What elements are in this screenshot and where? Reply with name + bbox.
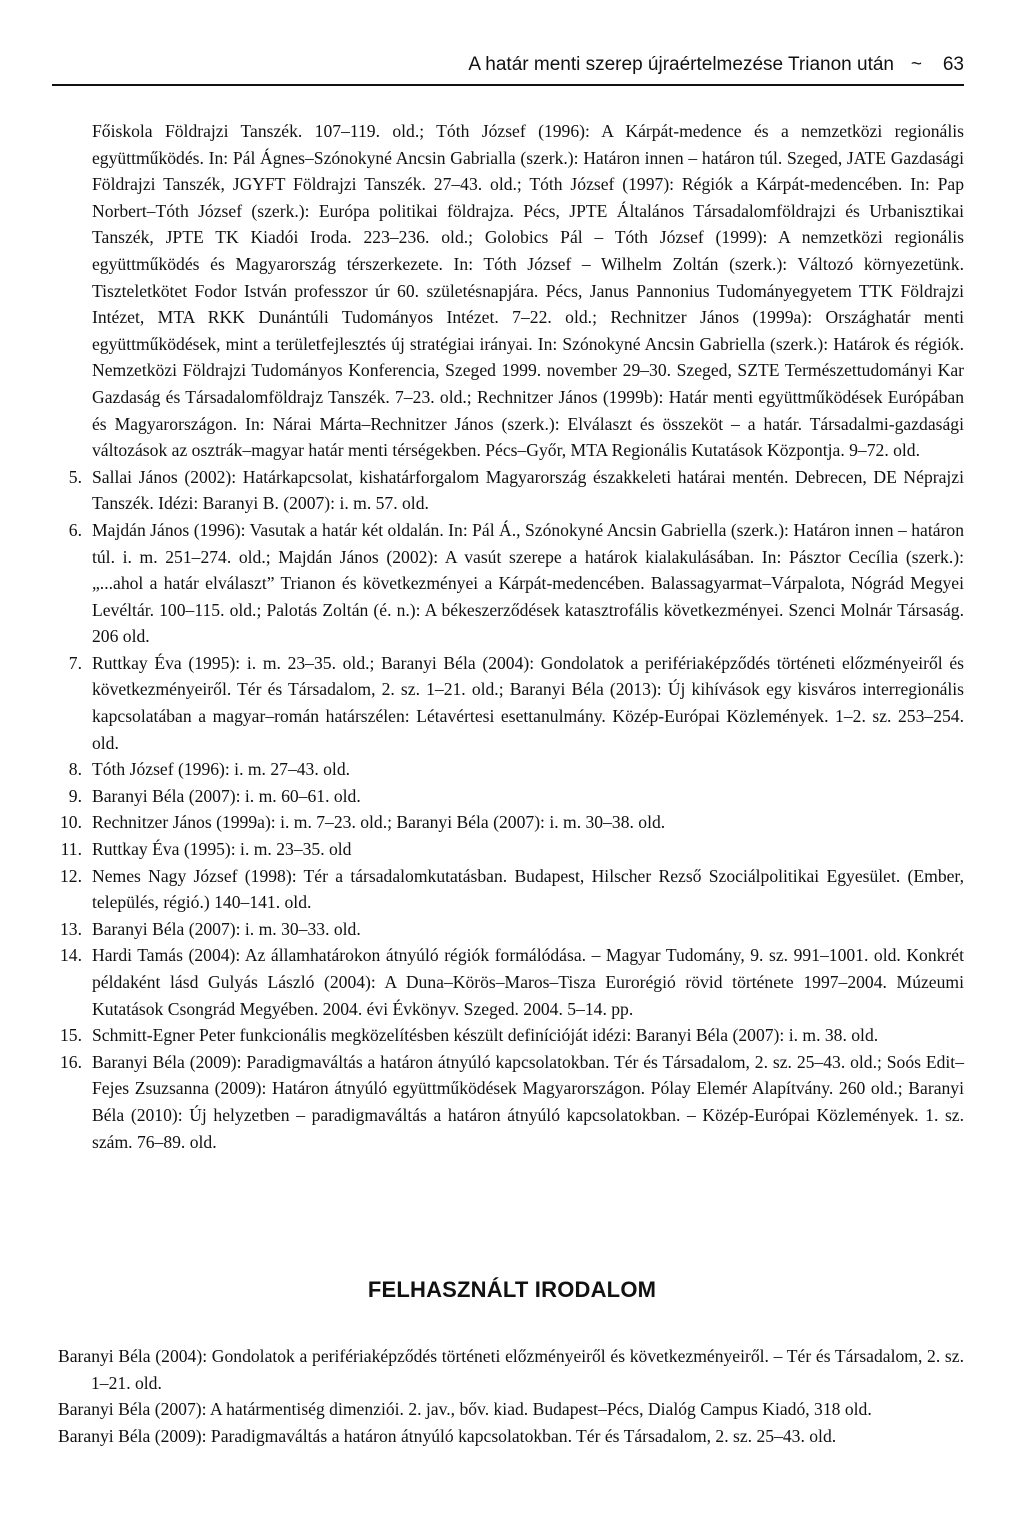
endnote-number: 11. [60, 839, 82, 860]
endnote-number: 7. [68, 652, 82, 673]
endnote-8 [52, 756, 964, 783]
header-separator: ~ [910, 54, 922, 75]
endnote-10 [52, 809, 964, 836]
endnote-text: Sallai János (2002): Határkapcsolat, kishatárforgalom Magyarország északkeleti határai mentén. Debrecen, DE Néprajzi Tanszék. Idézi: Baranyi B. (2007): i. m. 57. old. [92, 466, 964, 514]
endnote-number: 13. [60, 918, 82, 939]
endnote-text: Schmitt-Egner Peter funkcionális megközelítésben készült definícióját idézi: Baranyi Béla (2007): i. m. 38. old. [92, 1025, 879, 1046]
bibliography-heading: FELHASZNÁLT IRODALOM [367, 1277, 657, 1302]
endnote-text: Baranyi Béla (2009): Paradigmaváltás a határon átnyúló kapcsolatokban. Tér és Társadalom, 2. sz. 25–43. old.; Soós Edit–Fejes Zsuzsanna (2009): Határon átnyúló együttműködések Magyarországon. Pólay Elemér Alapítvány. 260 old.; Baranyi Béla (2010): Új helyzetben – paradigmaváltás a határon átnyúló kapcsolatokban. – Közép-Európai Közlemények. 1. sz. szám. 76–89. old. [92, 1051, 964, 1152]
endnote-number: 9. [68, 785, 82, 806]
endnote-12 [52, 863, 964, 916]
endnote-number: 12. [60, 865, 82, 886]
endnotes [52, 118, 964, 1155]
endnote-text: Nemes Nagy József (1998): Tér a társadalomkutatásban. Budapest, Hilscher Rezső Szociálpolitikai Egyesület. (Ember, település, régió.) 140–141. old. [92, 865, 964, 913]
page-number: 63 [942, 54, 964, 75]
endnote-6 [52, 517, 964, 650]
endnote-number: 8. [68, 759, 82, 780]
endnote-text: Ruttkay Éva (1995): i. m. 23–35. old.; Baranyi Béla (2004): Gondolatok a perifériaképződés történeti előzményeiről és következményeiről. Tér és Társadalom, 2. sz. 1–21. old.; Baranyi Béla (2013): Új kihívások egy kisváros interregionális kapcsolatában a magyar–román határszélen: Létavértesi esettanulmány. Közép-Európai Közlemények. 1–2. sz. 253–254. old. [92, 652, 964, 753]
bibliography-entry: Baranyi Béla (2007): A határmentiség dimenziói. 2. jav., bőv. kiad. Budapest–Pécs, Dialóg Campus Kiadó, 318 old. [58, 1399, 872, 1420]
endnote-number: 10. [60, 812, 82, 833]
bibliography-list [58, 1343, 964, 1449]
endnote-14 [52, 942, 964, 1022]
endnote-text: Rechnitzer János (1999a): i. m. 7–23. old.; Baranyi Béla (2007): i. m. 30–38. old. [92, 812, 666, 833]
endnote-number: 5. [68, 466, 82, 487]
endnote-5 [52, 464, 964, 517]
endnote-number: 16. [60, 1051, 82, 1072]
endnote-9 [52, 783, 964, 810]
running-header [52, 48, 964, 86]
bibliography-entry: Baranyi Béla (2004): Gondolatok a perifériaképződés történeti előzményeiről és következményeiről. – Tér és Társadalom, 2. sz. 1–21. old. [58, 1346, 964, 1393]
running-title: A határ menti szerep újraértelmezése Trianon után [468, 54, 894, 75]
endnote-text: Ruttkay Éva (1995): i. m. 23–35. old [92, 839, 352, 860]
endnote-text: Hardi Tamás (2004): Az államhatárokon átnyúló régiók formálódása. – Magyar Tudomány, 9. sz. 991–1001. old. Konkrét példaként lásd Gulyás László (2004): A Duna–Körös–Maros–Tisza Eurorégió rövid története 1997–2004. Múzeumi Kutatások Csongrád Megyében. 2004. évi Évkönyv. Szeged. 2004. 5–14. pp. [92, 945, 964, 1019]
endnote-continuation: Főiskola Földrajzi Tanszék. 107–119. old.; Tóth József (1996): A Kárpát-medence és a nemzetközi regionális együttműködés. In: Pál Ágnes–Szónokyné Ancsin Gabrialla (szerk.): Határon innen – határon túl. Szeged, JATE Gazdasági Földrajzi Tanszék, JGYFT Földrajzi Tanszék. 27–43. old.; Tóth József (1997): Régiók a Kárpát-medencében. In: Pap Norbert–Tóth József (szerk.): Európa politikai földrajza. Pécs, JPTE Általános Társadalomföldrajzi és Urbanisztikai Tanszék, JPTE TK Kiadói Iroda. 223–236. old.; Golobics Pál – Tóth József (1999): A nemzetközi regionális együttműködés és Magyarország térszerkezete. In: Tóth József – Wilhelm Zoltán (szerk.): Változó környezetünk. Tiszteletkötet Fodor István professzor úr 60. születésnapjára. Pécs, Janus Pannonius Tudományegyetem TTK Földrajzi Intézet, MTA RKK Dunántúli Tudományos Intézet. 7–22. old.; Rechnitzer János (1999a): Országhatár menti együttműködések, mint a területfejlesztés új stratégiai irányai. In: Szónokyné Ancsin Gabriella (szerk.): Határok és régiók. Nemzetközi Földrajzi Tudományos Konferencia, Szeged 1999. november 29–30. Szeged, SZTE Természettudományi Kar Gazdaság és Társadalomföldrajz Tanszék. 7–23. old.; Rechnitzer János (1999b): Határ menti együttműködések Európában és Magyarországon. In: Nárai Márta–Rechnitzer János (szerk.): Elválaszt és összeköt – a határ. Társadalmi-gazdasági változások az osztrák–magyar határ menti térségekben. Pécs–Győr, MTA Regionális Kutatások Központja. 9–72. old. [92, 121, 964, 461]
endnote-13 [52, 916, 964, 943]
endnote-7 [52, 650, 964, 756]
endnote-number: 14. [60, 945, 82, 966]
bibliography-entry: Baranyi Béla (2009): Paradigmaváltás a határon átnyúló kapcsolatokban. Tér és Társadalom, 2. sz. 25–43. old. [58, 1425, 837, 1446]
endnote-number: 15. [60, 1025, 82, 1046]
endnote-11 [52, 836, 964, 863]
endnote-text: Tóth József (1996): i. m. 27–43. old. [92, 759, 351, 780]
endnote-16 [52, 1049, 964, 1155]
endnote-text: Baranyi Béla (2007): i. m. 30–33. old. [92, 918, 361, 939]
endnote-15 [52, 1022, 964, 1049]
endnote-number: 6. [68, 519, 82, 540]
endnote-text: Baranyi Béla (2007): i. m. 60–61. old. [92, 785, 361, 806]
endnote-text: Majdán János (1996): Vasutak a határ két oldalán. In: Pál Á., Szónokyné Ancsin Gabriella (szerk.): Határon innen – határon túl. i. m. 251–274. old.; Majdán János (2002): A vasút szerepe a határok kialakulásában. In: Pásztor Cecília (szerk.): „...ahol a határ elválaszt” Trianon és következményei a Kárpát-medencében. Balassagyarmat–Várpalota, Nógrád Megyei Levéltár. 100–115. old.; Palotás Zoltán (é. n.): A békeszerződések katasztrofális következményei. Szenci Molnár Társaság. 206 old. [92, 519, 964, 647]
